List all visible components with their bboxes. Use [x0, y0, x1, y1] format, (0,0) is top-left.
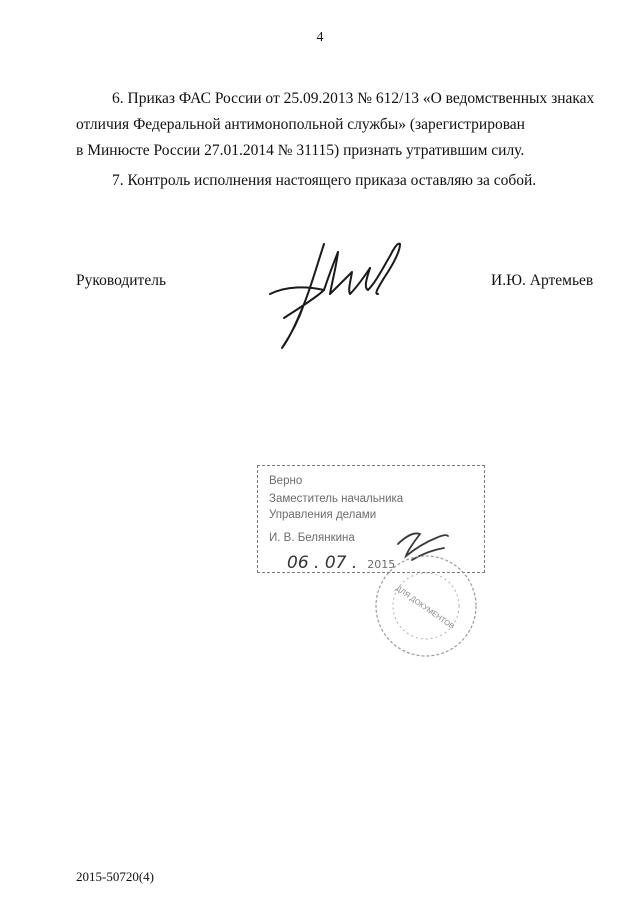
document-code: 2015-50720(4)	[76, 869, 154, 884]
signer-title: Руководитель	[76, 272, 167, 289]
handwritten-date: 06 . 07 .	[287, 553, 358, 573]
paragraph-6-line-2	[76, 112, 596, 138]
paragraph-7	[76, 168, 596, 194]
stamp-year: 2015	[367, 558, 396, 571]
approval-stamp-line-4: И. В. Белянкина	[269, 532, 355, 544]
paragraph-6-word: Федеральной	[133, 116, 221, 133]
paragraph-6-line-1: 6. Приказ ФАС России от 25.09.2013 № 612/13 «О ведомственных знаках	[112, 90, 595, 107]
paragraph-6	[76, 86, 596, 164]
round-seal	[372, 552, 480, 660]
paragraph-6-line-3: в Минюсте России 27.01.2014 № 31115) признать утратившим силу.	[76, 142, 525, 159]
paragraph-6-word: антимонопольной	[224, 116, 344, 133]
paragraph-6-word: (зарегистрирован	[409, 116, 525, 133]
page-number: 4	[316, 30, 324, 45]
round-seal-text: ДЛЯ ДОКУМЕНТОВ	[394, 583, 457, 631]
approval-stamp-line-2: Заместитель начальника	[269, 493, 404, 505]
handwritten-signature	[266, 232, 416, 352]
approval-stamp-line-3: Управления делами	[269, 509, 377, 521]
paragraph-6-word: отличия	[76, 116, 130, 133]
signer-name: И.Ю. Артемьев	[491, 272, 594, 289]
paragraph-7-line-1: 7. Контроль исполнения настоящего приказа оставляю за собой.	[112, 172, 537, 189]
approval-stamp-line-1: Верно	[269, 475, 303, 487]
paragraph-6-word: службы»	[347, 116, 406, 133]
